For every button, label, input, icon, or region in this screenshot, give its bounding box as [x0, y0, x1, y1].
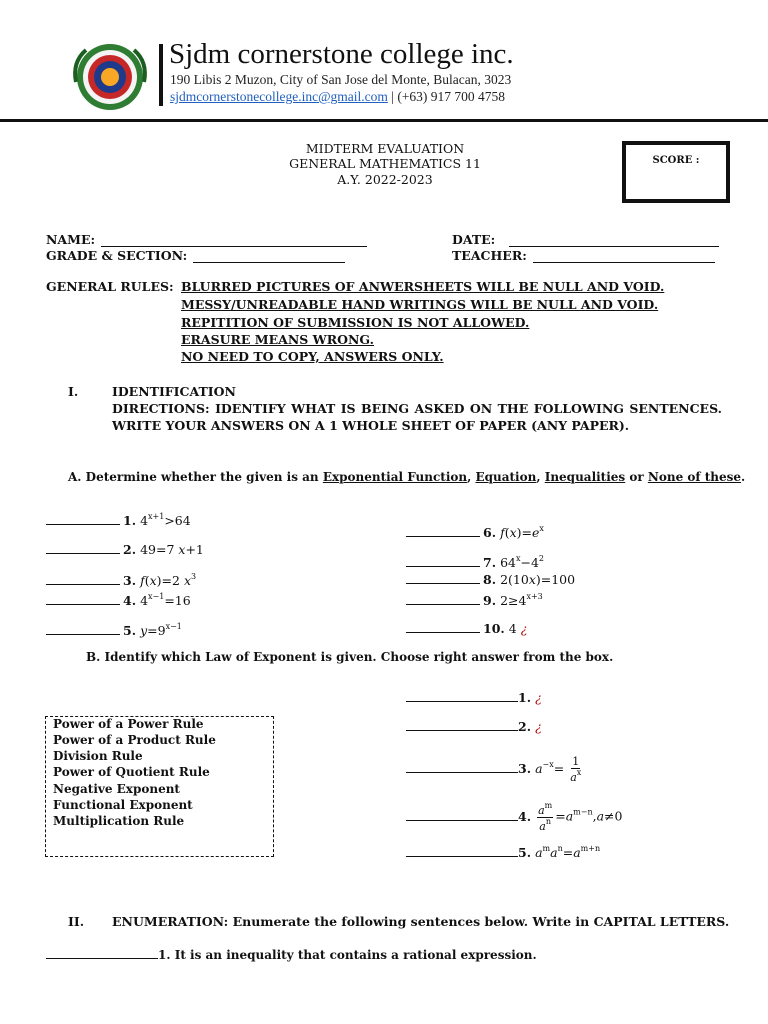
law-choice: Power of a Product Rule	[53, 733, 216, 747]
question-item	[46, 592, 191, 608]
part-a-prefix: A. Determine whether the given is an	[68, 470, 323, 484]
rules-label: GENERAL RULES:	[46, 279, 174, 294]
date-line[interactable]	[509, 235, 719, 247]
question-expression: 2(10x)=100	[500, 572, 576, 587]
question-item	[46, 542, 204, 557]
question-expression: 49=7 x+1	[140, 542, 204, 557]
part-a-end: .	[741, 470, 746, 484]
score-box[interactable]	[622, 141, 730, 203]
grade-section-label: GRADE & SECTION:	[46, 248, 188, 263]
question-expression: $4^{x-1}=16$	[140, 592, 191, 608]
header-divider	[159, 44, 163, 106]
rule-item: ERASURE MEANS WRONG.	[181, 332, 374, 347]
exam-year: A.Y. 2022-2023	[337, 172, 433, 187]
question-item	[406, 621, 527, 636]
answer-blank[interactable]	[406, 720, 518, 731]
school-address: 190 Libis 2 Muzon, City of San Jose del Monte, Bulacan, 3023	[170, 72, 512, 87]
question-expression: $64^x-4^2$	[500, 554, 545, 570]
section-2-number: II.	[68, 914, 85, 929]
contact-separator: |	[387, 89, 398, 104]
answer-blank[interactable]	[406, 622, 480, 633]
part-a-separator: ,	[536, 470, 545, 484]
rule-item: REPITITION OF SUBMISSION IS NOT ALLOWED.	[181, 315, 530, 330]
question-item	[406, 554, 544, 570]
answer-blank[interactable]	[46, 594, 120, 605]
part-a-option-exponential-function: Exponential Function	[322, 470, 468, 484]
answer-blank[interactable]	[406, 762, 518, 773]
part-a-option-none: None of these	[647, 470, 742, 484]
question-number: 2.	[123, 542, 137, 557]
date-field[interactable]	[452, 232, 719, 247]
law-question-item	[406, 802, 622, 832]
date-label: DATE:	[452, 232, 496, 247]
law-choice: Division Rule	[53, 749, 143, 763]
law-choice: Negative Exponent	[53, 782, 180, 796]
answer-blank[interactable]	[46, 948, 158, 959]
question-expression: $4^{x+1}>64$	[140, 512, 191, 528]
answer-blank[interactable]	[46, 514, 120, 525]
school-contact	[170, 89, 505, 105]
question-item	[46, 512, 191, 528]
name-line[interactable]	[101, 235, 367, 247]
section-1-directions: DIRECTIONS: IDENTIFY WHAT IS BEING ASKED ON THE FOLLOWING SENTENCES. WRITE YOUR ANSWERS ON A 1 WHOLE SHEET OF PAPER (ANY PAPER).	[112, 401, 722, 433]
answer-blank[interactable]	[406, 526, 480, 537]
law-choice: Functional Exponent	[53, 798, 193, 812]
question-number: 3.	[123, 573, 137, 588]
question-number: 5.	[518, 845, 532, 860]
answer-blank[interactable]	[46, 624, 120, 635]
question-expression: f(x)=2 $x^3$	[140, 572, 197, 588]
question-number: 10.	[483, 621, 505, 636]
grade-section-field[interactable]	[46, 248, 345, 263]
law-choice: Multiplication Rule	[53, 814, 185, 828]
question-expression: $\frac{a^m}{a^n}$ $=a^{m-n},a\ne 0$	[538, 801, 623, 833]
name-label: NAME:	[46, 232, 96, 247]
part-a-instructions	[68, 470, 745, 484]
question-item	[406, 524, 544, 540]
score-label: SCORE :	[652, 155, 700, 166]
grade-section-line[interactable]	[193, 251, 345, 263]
teacher-field[interactable]	[452, 248, 715, 263]
enumeration-item	[46, 948, 537, 962]
question-number: 1.	[518, 690, 532, 705]
question-number: 5.	[123, 623, 137, 638]
rule-item: BLURRED PICTURES OF ANWERSHEETS WILL BE NULL AND VOID.	[181, 279, 665, 294]
name-field[interactable]	[46, 232, 367, 247]
section-1-title: IDENTIFICATION	[112, 384, 236, 399]
school-logo	[68, 42, 152, 112]
rule-item: NO NEED TO COPY, ANSWERS ONLY.	[181, 349, 444, 364]
answer-blank[interactable]	[46, 543, 120, 554]
email-link[interactable]: sjdmcornerstonecollege.inc@gmail.com	[170, 89, 388, 104]
law-question-item	[406, 719, 542, 734]
phone-number: (+63) 917 700 4758	[397, 89, 506, 104]
answer-blank[interactable]	[406, 594, 480, 605]
part-b-instructions: B. Identify which Law of Exponent is given. Choose right answer from the box.	[86, 650, 614, 664]
question-expression: $f(x)=e^x$	[500, 524, 544, 540]
question-expression: $2\ge 4^{x+3}$	[500, 592, 543, 608]
answer-blank[interactable]	[406, 846, 518, 857]
rule-item: MESSY/UNREADABLE HAND WRITINGS WILL BE NULL AND VOID.	[181, 297, 659, 312]
question-number: 9.	[483, 593, 497, 608]
question-item	[406, 572, 575, 587]
law-question-item	[406, 756, 583, 783]
question-number: 7.	[483, 555, 497, 570]
teacher-line[interactable]	[533, 251, 715, 263]
law-question-item	[406, 844, 600, 860]
question-item	[46, 572, 196, 588]
answer-blank[interactable]	[406, 556, 480, 567]
question-expression: ¿	[535, 690, 542, 705]
part-a-option-inequalities: Inequalities	[544, 470, 626, 484]
section-1-number: I.	[68, 384, 79, 399]
question-expression: ¿	[535, 719, 542, 734]
exam-subject: GENERAL MATHEMATICS 11	[289, 156, 481, 171]
part-a-separator: or	[625, 470, 648, 484]
question-number: 2.	[518, 719, 532, 734]
answer-blank[interactable]	[46, 574, 120, 585]
header-rule	[0, 119, 768, 122]
question-number: 6.	[483, 525, 497, 540]
part-a-option-equation: Equation	[475, 470, 537, 484]
answer-blank[interactable]	[406, 810, 518, 821]
exam-title: MIDTERM EVALUATION	[305, 141, 465, 156]
question-expression: $a^ma^n=a^{m+n}$	[535, 844, 601, 860]
enumeration-question: 1. It is an inequality that contains a rational expression.	[158, 948, 537, 962]
question-expression: 4 ¿	[508, 621, 528, 636]
answer-blank[interactable]	[406, 573, 480, 584]
law-question-item	[406, 690, 542, 705]
question-number: 3.	[518, 761, 532, 777]
question-item	[46, 622, 182, 638]
question-item	[406, 592, 543, 608]
question-number: 4.	[123, 593, 137, 608]
law-choice: Power of Quotient Rule	[53, 765, 210, 779]
question-expression: $a^{-x}=$ $\frac{1}{a^x}$	[535, 755, 582, 784]
question-expression: $y=9^{x-1}$	[140, 622, 182, 638]
part-a-separator: ,	[467, 470, 476, 484]
question-number: 1.	[123, 513, 137, 528]
question-number: 8.	[483, 572, 497, 587]
law-choice: Power of a Power Rule	[53, 717, 204, 731]
section-2-title: ENUMERATION: Enumerate the following sentences below. Write in CAPITAL LETTERS.	[112, 914, 730, 929]
teacher-label: TEACHER:	[452, 248, 527, 263]
answer-blank[interactable]	[406, 691, 518, 702]
question-number: 4.	[518, 808, 532, 824]
school-name: Sjdm cornerstone college inc.	[169, 38, 514, 70]
